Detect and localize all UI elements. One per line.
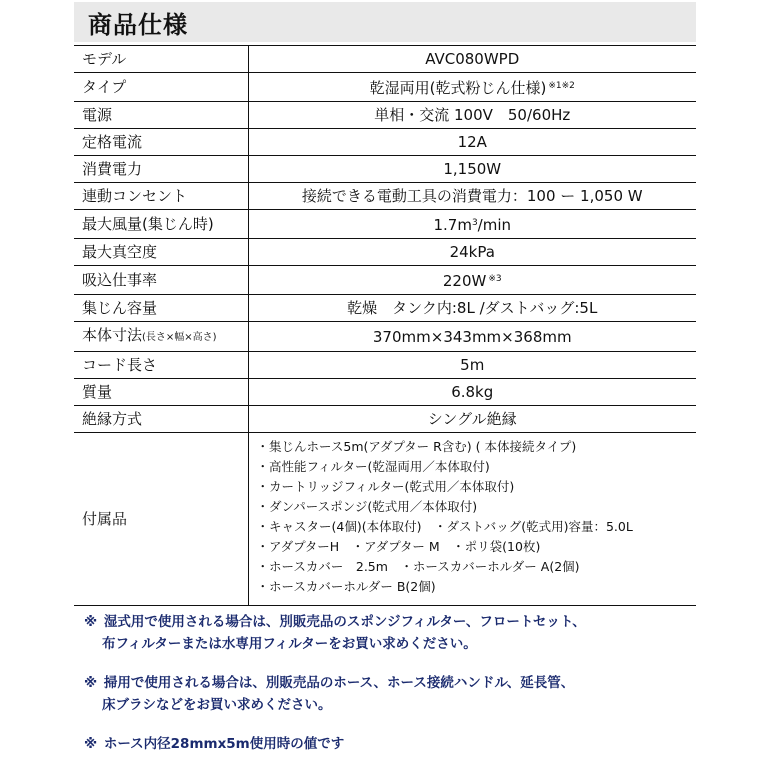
accessory-item: ・ダンパースポンジ(乾式用／本体取付) [256,499,478,514]
spec-row-insulation [74,406,696,433]
footnote-text: 布フィルターまたは水専用フィルターをお買い求めください。 [102,636,477,652]
spec-value-unit: /min [477,216,512,234]
spec-label: 本体寸法 [82,326,143,344]
spec-label: コード長さ [74,352,248,379]
spec-label: タイプ [74,73,248,102]
spec-row-rated-current [74,129,696,156]
unit-superscript: 3 [471,218,478,228]
spec-value-cell [248,210,696,239]
spec-row-linked-outlet [74,183,696,210]
accessory-item: ・カートリッジフィルター(乾式用／本体取付) [256,479,515,494]
page-title: 商品仕様 [88,10,188,39]
spec-value: 単相・交流 100V 50/60Hz [248,102,696,129]
spec-row-max-airflow [74,210,696,239]
spec-value: AVC080WPD [248,46,696,73]
spec-label: 絶縁方式 [74,406,248,433]
spec-label: 連動コンセント [74,183,248,210]
footnote-3 [84,733,724,755]
accessory-item: ・ホースカバー 2.5m ・ホースカバーホルダー A(2個) [256,559,580,574]
spec-label: 定格電流 [74,129,248,156]
spec-value: 1.7m [433,216,472,234]
footnote-text: 湿式用で使用される場合は、別販売品のスポンジフィルター、フロートセット、 [103,614,586,630]
spec-label: 吸込仕事率 [74,266,248,295]
spec-label: 質量 [74,379,248,406]
footnote-line [84,672,724,694]
spec-row-dimensions [74,322,696,352]
spec-value: 24kPa [248,239,696,266]
accessory-item: ・アダプターH ・アダプター M ・ポリ袋(10枚) [256,539,541,554]
spec-label: 消費電力 [74,156,248,183]
footnote-text: ホース内径28mmx5m使用時の値です [103,736,345,752]
spec-label-detail: (長さ×幅×高さ) [142,332,217,343]
spec-label: 最大風量(集じん時) [74,210,248,239]
note-mark: ※ [84,614,98,630]
footnote-2 [84,672,724,716]
spec-table [74,45,696,606]
footnote-line [84,611,724,633]
spec-label: 電源 [74,102,248,129]
spec-value: 乾燥 タンク内:8L /ダストバッグ:5L [248,295,696,322]
spec-value: 12A [248,129,696,156]
spec-value: 370mm×343mm×368mm [248,322,696,352]
footnote-line [84,733,724,755]
footnote-text: 床ブラシなどをお買い求めください。 [102,697,332,713]
note-mark: ※ [84,675,98,691]
accessories-list [248,433,696,606]
accessory-item: ・キャスター(4個)(本体取付) ・ダストバッグ(乾式用)容量：5.0L [256,519,633,534]
spec-label: 最大真空度 [74,239,248,266]
spec-label: モデル [74,46,248,73]
spec-value: シングル絶縁 [248,406,696,433]
spec-label-cell [74,322,248,352]
note-reference: ※1※2 [548,81,575,91]
accessory-item: ・高性能フィルター(乾湿両用／本体取付) [256,459,490,474]
accessory-item: ・ホースカバーホルダー B(2個) [256,579,436,594]
note-reference: ※3 [488,274,502,284]
spec-row-weight [74,379,696,406]
footnotes [84,611,724,772]
footnote-text: 掃用で使用される場合は、別販売品のホース、ホース接続ハンドル、延長管、 [103,675,575,691]
spec-row-accessories [74,433,696,606]
spec-row-type [74,73,696,102]
spec-value: 接続できる電動工具の消費電力：100 ー 1,050 W [248,183,696,210]
spec-value: 6.8kg [248,379,696,406]
spec-row-suction-power [74,266,696,295]
footnote-1 [84,611,724,655]
spec-row-dust-capacity [74,295,696,322]
spec-label: 集じん容量 [74,295,248,322]
spec-row-cord-length [74,352,696,379]
spec-label: 付属品 [74,433,248,606]
spec-value: 5m [248,352,696,379]
spec-row-power-consumption [74,156,696,183]
accessory-item: ・集じんホース5m(アダプター R含む) ( 本体接続タイプ) [256,439,577,454]
note-mark: ※ [84,736,98,752]
spec-value-cell [248,73,696,102]
spec-header [74,2,696,42]
spec-row-max-vacuum [74,239,696,266]
spec-value-cell [248,266,696,295]
spec-value: 乾湿両用(乾式粉じん仕様) [369,79,547,97]
spec-value: 1,150W [248,156,696,183]
spec-value: 220W [442,272,487,290]
spec-row-model [74,46,696,73]
spec-row-power-source [74,102,696,129]
